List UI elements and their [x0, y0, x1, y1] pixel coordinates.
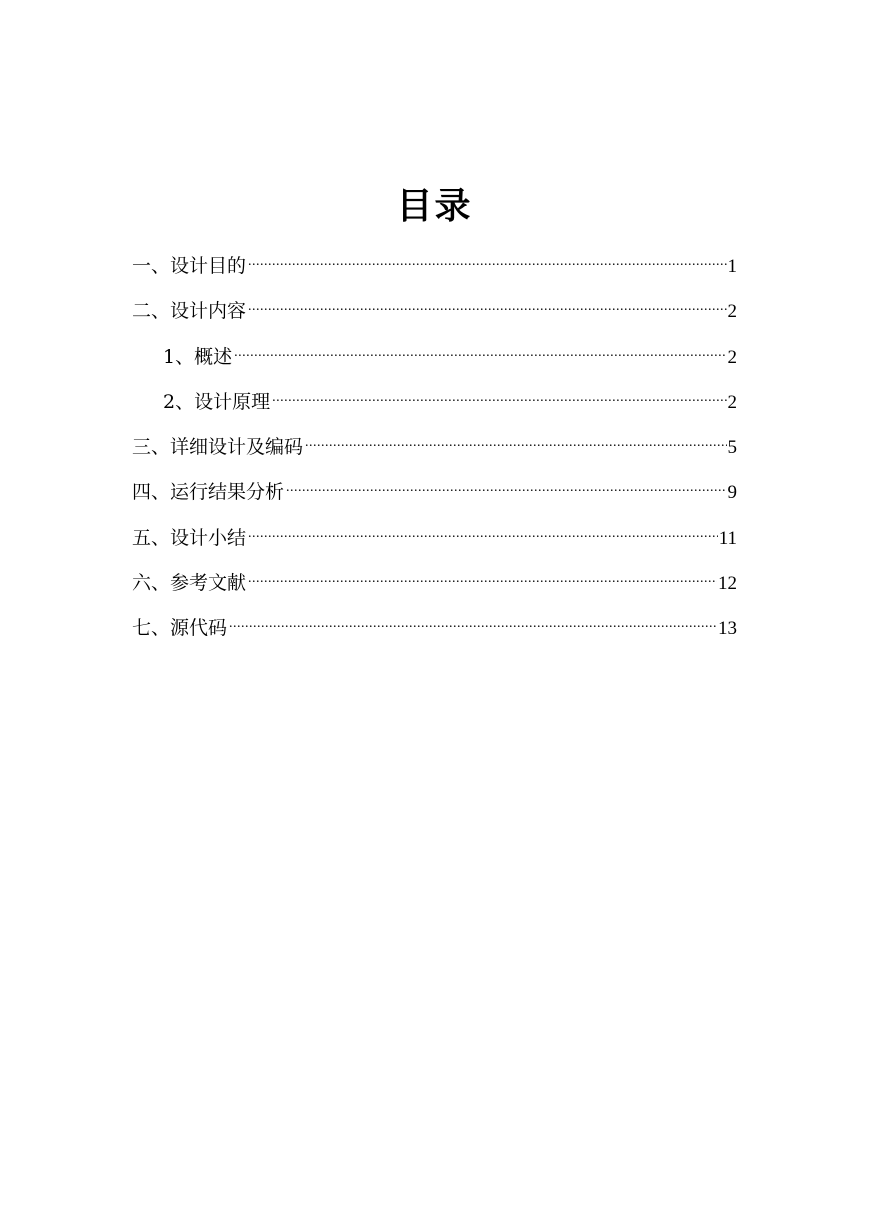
toc-entry-label: 二、设计内容 [132, 300, 247, 323]
toc-entry-label: 六、参考文献 [132, 572, 247, 595]
toc-entry-label: 四、运行结果分析 [132, 481, 285, 504]
toc-dot-leader [229, 614, 717, 634]
toc-page-number: 9 [727, 482, 737, 504]
toc-dot-leader [272, 388, 726, 408]
toc-entry-summary[interactable] [132, 516, 737, 561]
toc-page-number: 2 [727, 391, 737, 413]
toc-dot-leader [234, 343, 726, 363]
toc-dot-leader [248, 297, 726, 317]
toc-page-number: 1 [727, 256, 737, 277]
toc-entry-result-analysis[interactable] [132, 470, 737, 515]
toc-entry-label: 一、设计目的 [132, 255, 247, 277]
toc-entry-label: 1、概述 [163, 345, 233, 368]
toc-entry-references[interactable] [132, 561, 737, 606]
toc-dot-leader [248, 252, 726, 272]
toc-dot-leader [286, 478, 726, 498]
toc-dot-leader [248, 524, 718, 544]
toc-entry-label: 2、设计原理 [163, 390, 271, 413]
toc-entry-design-principle[interactable] [132, 380, 737, 425]
toc-entry-label: 五、设计小结 [132, 526, 247, 549]
toc-entry-design-content[interactable] [132, 289, 737, 334]
toc-page-number: 13 [718, 618, 737, 640]
toc-dot-leader [248, 569, 717, 589]
toc-entry-source-code[interactable] [132, 606, 737, 651]
toc-page-number: 2 [727, 301, 737, 323]
table-of-contents [132, 244, 737, 652]
toc-page-number: 12 [718, 573, 737, 595]
toc-entry-design-purpose[interactable] [132, 244, 737, 289]
toc-page-number: 11 [718, 527, 737, 549]
toc-entry-overview[interactable] [132, 335, 737, 380]
toc-page-number: 2 [727, 346, 737, 368]
toc-entry-label: 七、源代码 [132, 617, 228, 640]
toc-entry-label: 三、详细设计及编码 [132, 436, 304, 459]
toc-page-number: 5 [727, 437, 737, 459]
toc-dot-leader [305, 433, 726, 453]
toc-entry-detailed-design[interactable] [132, 425, 737, 470]
page-title: 目录 [396, 186, 473, 227]
